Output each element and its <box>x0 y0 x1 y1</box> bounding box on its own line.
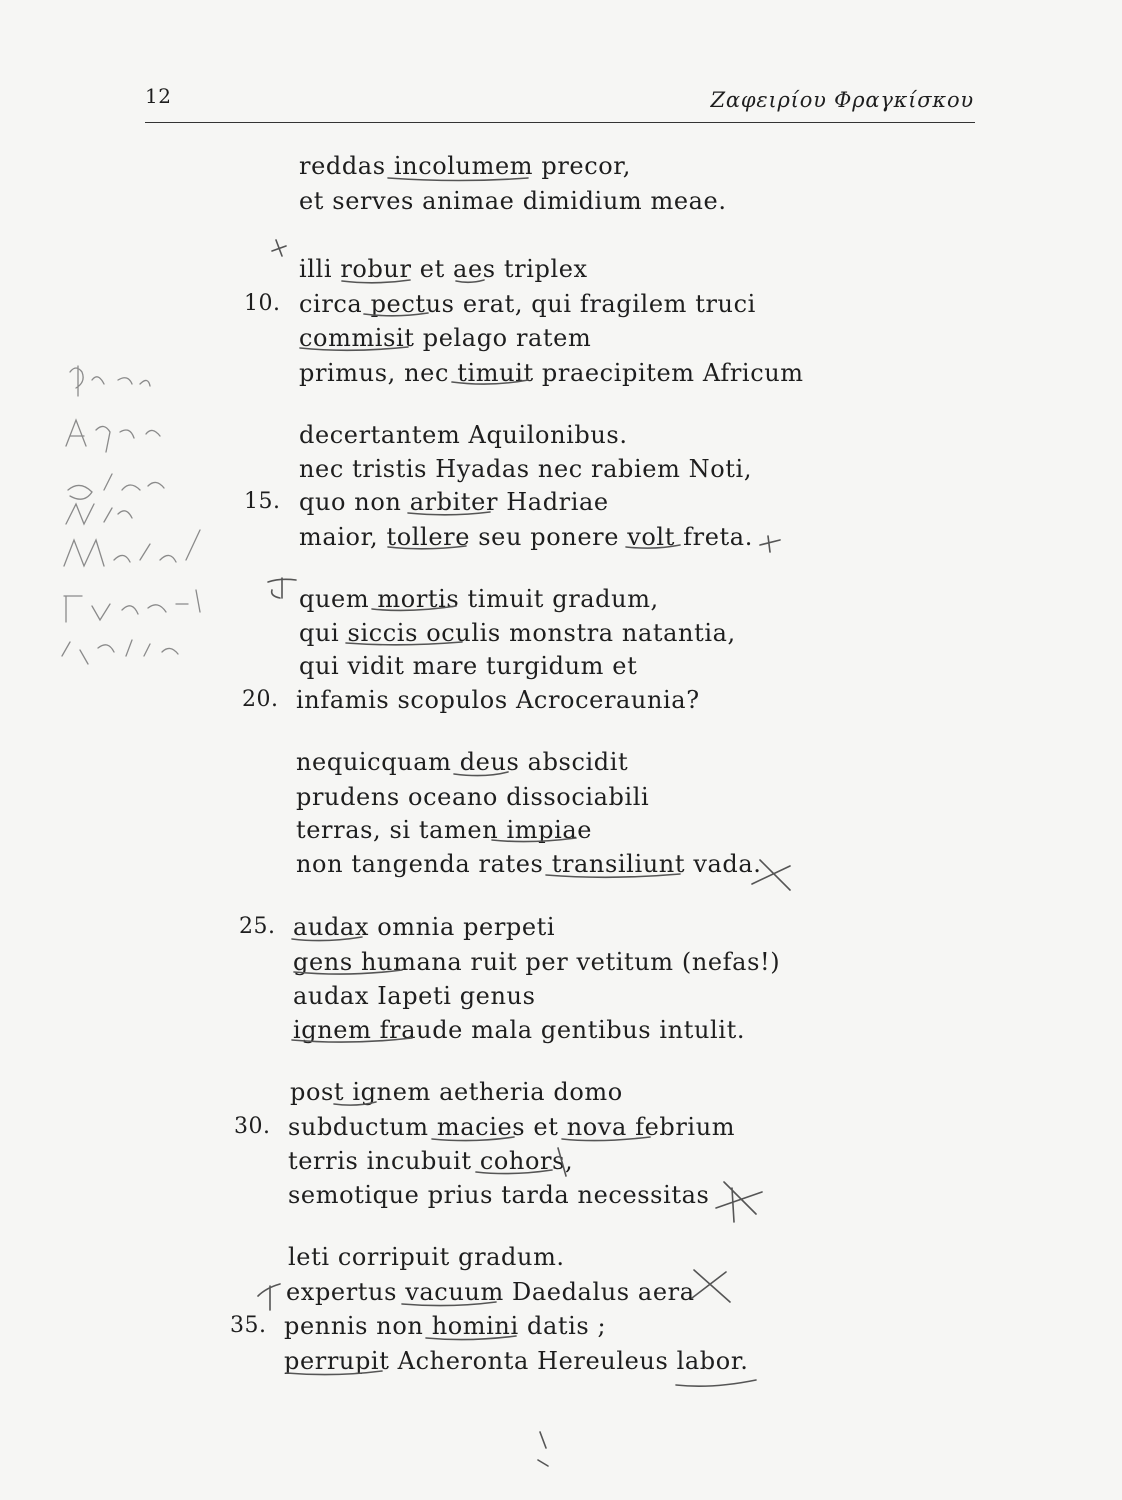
verse-line: infamis scopulos Acroceraunia? <box>296 686 700 714</box>
line-number: 15. <box>244 489 281 514</box>
verse-line: semotique prius tarda necessitas <box>288 1181 710 1209</box>
verse-line: terras, si tamen impiae <box>296 816 593 844</box>
verse-line: decertantem Aquilonibus. <box>299 421 628 449</box>
verse-line: prudens oceano dissociabili <box>296 783 650 811</box>
verse-line: qui siccis oculis monstra natantia, <box>299 619 736 647</box>
line-number: 20. <box>242 687 279 712</box>
page-number: 12 <box>145 84 172 108</box>
verse-line: expertus vacuum Daedalus aera <box>286 1278 695 1306</box>
line-number: 30. <box>234 1114 271 1139</box>
verse-line: nec tristis Hyadas nec rabiem Noti, <box>299 455 753 483</box>
verse-line: pennis non homini datis ; <box>284 1312 607 1340</box>
verse-line: et serves animae dimidium meae. <box>299 187 727 215</box>
verse-line: qui vidit mare turgidum et <box>299 652 638 680</box>
verse-line: ignem fraude mala gentibus intulit. <box>293 1016 746 1044</box>
verse-line: terris incubuit cohors, <box>288 1147 574 1175</box>
verse-line: audax omnia perpeti <box>293 913 556 941</box>
line-number: 25. <box>239 914 276 939</box>
verse-line: quem mortis timuit gradum, <box>299 585 659 613</box>
line-number: 10. <box>244 291 281 316</box>
verse-line: quo non arbiter Hadriae <box>299 488 609 516</box>
verse-line: post ignem aetheria domo <box>290 1078 623 1106</box>
verse-line: primus, nec timuit praecipitem Africum <box>299 359 804 387</box>
verse-line: gens humana ruit per vetitum (nefas!) <box>293 948 781 976</box>
verse-line: nequicquam deus abscidit <box>296 748 629 776</box>
verse-line: perrupit Acheronta Hereuleus labor. <box>284 1347 749 1375</box>
verse-line: leti corripuit gradum. <box>288 1243 565 1271</box>
verse-line: circa pectus erat, qui fragilem truci <box>299 290 756 318</box>
verse-line: non tangenda rates transiliunt vada. <box>296 850 762 878</box>
verse-line: reddas incolumem precor, <box>299 152 631 180</box>
verse-line: maior, tollere seu ponere volt freta. <box>299 523 753 551</box>
verse-line: commisit pelago ratem <box>299 324 592 352</box>
verse-line: audax Iapeti genus <box>293 982 536 1010</box>
verse-line: illi robur et aes triplex <box>299 255 588 283</box>
running-head: Ζαφειρίου Φραγκίσκου <box>710 88 974 112</box>
header-rule <box>145 122 975 123</box>
line-number: 35. <box>230 1313 267 1338</box>
verse-line: subductum macies et nova febrium <box>288 1113 736 1141</box>
